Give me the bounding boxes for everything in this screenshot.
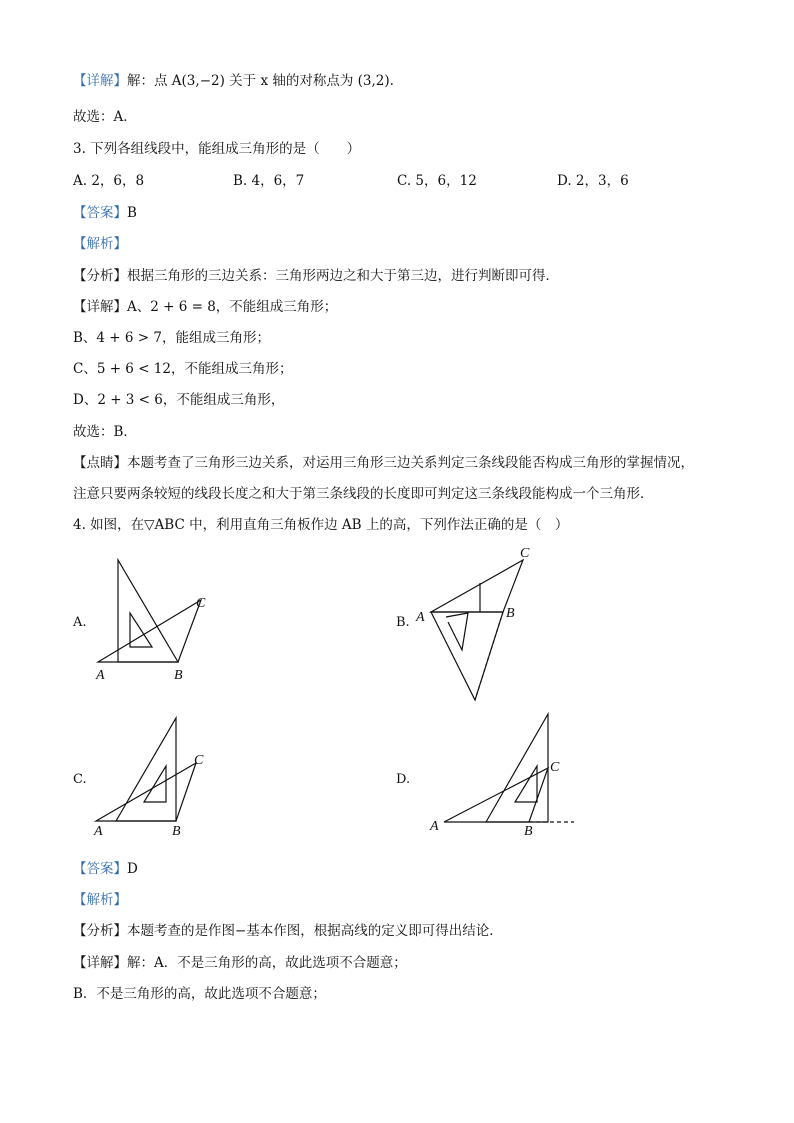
point-label-b: B [524,824,533,839]
label-answer: 【答案】 [73,861,127,877]
point-label-b: B [172,824,181,839]
label-xiangjie: 【详解】 [73,955,127,971]
answer-value: B [127,205,137,221]
choose-3: 故选：B． [73,424,137,440]
xiangjie-3 [73,298,337,316]
text-line-1 [73,72,394,90]
line-text: 解：点 A(3,−2) 关于 x 轴的对称点为 (3,2). [127,73,394,89]
point-label-c: C [196,596,206,611]
text-line-2: 故选：A． [73,109,137,125]
line-b3: B、4 + 6 > 7，能组成三角形； [73,330,270,346]
label-fenxi: 【分析】 [73,268,127,284]
label-xiangjie: 【详解】 [73,299,127,315]
answer-3 [73,204,137,222]
line-text: 本题考查了三角形三边关系，对运用三角形三边关系判定三条线段能否构成三角形的掌握情况， [127,455,694,471]
point-label-c: C [520,546,530,561]
figure-c [88,710,228,845]
xiangjie-4 [73,954,407,972]
label-dianjing: 【点睛】 [73,455,127,471]
label-jiexi: 【解析】 [73,236,127,252]
figure-b [410,545,550,705]
figure-label-b: B. [396,615,410,630]
label-jiexi: 【解析】 [73,892,127,908]
jiexi-3 [73,235,127,253]
figure-label-c: C. [73,772,87,787]
line-b4: B．不是三角形的高，故此选项不合题意； [73,986,326,1002]
q3-option-c: C. 5，6，12 [397,173,477,189]
line-text: A、2 + 6 = 8，不能组成三角形； [127,299,338,315]
figure-label-d: D. [396,772,411,787]
line-text: 本题考查的是作图−基本作图，根据高线的定义即可得出结论． [127,923,503,939]
answer-value: D [127,861,138,877]
question-3: 3. 下列各组线段中，能组成三角形的是（ ） [73,141,361,157]
jiexi-4 [73,891,127,909]
dianjing-3b: 注意只要两条较短的线段长度之和大于第三条线段的长度即可判定这三条线段能构成一个三角形． [73,486,654,502]
q3-option-b: B. 4，6，7 [233,173,305,189]
dianjing-3 [73,454,694,472]
figure-d [428,708,578,843]
figure-a [88,555,228,685]
line-c3: C、5 + 6 < 12，不能组成三角形； [73,361,293,377]
point-label-b: B [174,668,183,683]
point-label-b: B [506,606,515,621]
point-label-c: C [194,753,204,768]
question-4: 4. 如图，在▽ABC 中，利用直角三角板作边 AB 上的高，下列作法正确的是（ ） [73,517,569,533]
point-label-a: A [416,610,425,625]
line-d3: D、2 + 3 < 6，不能组成三角形， [73,392,285,408]
figure-label-a: A. [73,615,87,630]
fenxi-3 [73,267,559,285]
line-text: 根据三角形的三边关系：三角形两边之和大于第三边，进行判断即可得． [127,268,559,284]
point-label-a: A [94,824,103,839]
fenxi-4 [73,922,503,940]
line-text: 解：A．不是三角形的高，故此选项不合题意； [127,955,407,971]
answer-4 [73,860,138,878]
point-label-c: C [550,760,560,775]
q3-option-a: A. 2，6，8 [73,173,145,189]
label-xiangjie: 【详解】 [73,73,127,89]
q3-option-d: D. 2，3，6 [557,173,629,189]
label-answer: 【答案】 [73,205,127,221]
label-fenxi: 【分析】 [73,923,127,939]
point-label-a: A [96,668,105,683]
point-label-a: A [430,819,439,834]
